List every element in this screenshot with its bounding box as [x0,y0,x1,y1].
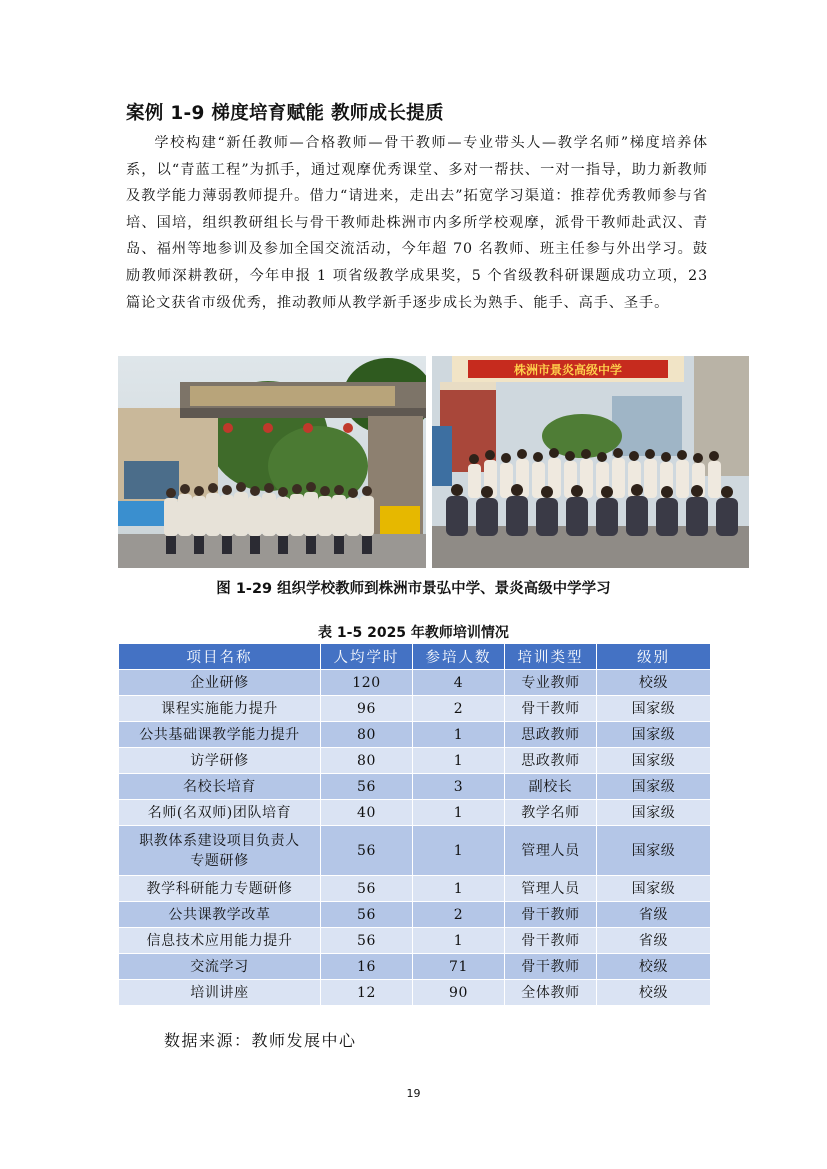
cell-count: 1 [413,800,505,826]
cell-level: 校级 [597,980,711,1006]
table-row [119,722,711,748]
cell-project [119,826,321,876]
cell-hours: 12 [321,980,413,1006]
cell-level: 省级 [597,928,711,954]
cell-count: 2 [413,902,505,928]
cell-project-line-1: 职教体系建设项目负责人 [139,832,300,849]
school-sign-text: 株洲市景炎高级中学 [513,363,623,377]
cell-project: 信息技术应用能力提升 [119,928,321,954]
cell-type: 管理人员 [505,826,597,876]
data-source-note: 数据来源：教师发展中心 [164,1031,357,1050]
header-training-type: 培训类型 [505,644,597,670]
cell-type: 骨干教师 [505,902,597,928]
cell-project: 名师(名双师)团队培育 [119,800,321,826]
cell-project: 课程实施能力提升 [119,696,321,722]
table-row [119,696,711,722]
cell-count: 1 [413,748,505,774]
cell-hours: 16 [321,954,413,980]
cell-count: 1 [413,876,505,902]
header-project-name: 项目名称 [119,644,321,670]
header-level: 级别 [597,644,711,670]
table-row [119,902,711,928]
figure-caption: 图 1-29 组织学校教师到株洲市景弘中学、景炎高级中学学习 [216,581,611,597]
cell-project: 名校长培育 [119,774,321,800]
cell-type: 思政教师 [505,722,597,748]
cell-count: 1 [413,928,505,954]
cell-level: 国家级 [597,696,711,722]
case-title: 案例 1-9 梯度培育赋能 教师成长提质 [126,103,444,124]
cell-type: 专业教师 [505,670,597,696]
cell-hours: 56 [321,826,413,876]
cell-level: 国家级 [597,800,711,826]
cell-type: 副校长 [505,774,597,800]
cell-level: 国家级 [597,748,711,774]
cell-level: 校级 [597,670,711,696]
training-table [118,643,711,1006]
table-caption: 表 1-5 2025 年教师培训情况 [318,625,509,641]
cell-count: 71 [413,954,505,980]
cell-hours: 56 [321,876,413,902]
cell-project: 公共基础课教学能力提升 [119,722,321,748]
cell-hours: 56 [321,774,413,800]
table-row [119,928,711,954]
cell-project-line-2: 专题研修 [190,852,249,869]
cell-project: 企业研修 [119,670,321,696]
cell-level: 省级 [597,902,711,928]
cell-count: 2 [413,696,505,722]
table-row [119,800,711,826]
photo-highschool-group [432,356,749,568]
header-participants: 参培人数 [413,644,505,670]
table-header-row [119,644,711,670]
cell-hours: 56 [321,928,413,954]
cell-type: 全体教师 [505,980,597,1006]
photo-gate-group [118,356,426,568]
cell-type: 骨干教师 [505,954,597,980]
page-number: 19 [406,1087,421,1100]
cell-project: 访学研修 [119,748,321,774]
cell-project: 培训讲座 [119,980,321,1006]
cell-count: 1 [413,826,505,876]
cell-level: 国家级 [597,876,711,902]
cell-type: 教学名师 [505,800,597,826]
table-row [119,748,711,774]
table-row [119,876,711,902]
cell-hours: 96 [321,696,413,722]
cell-level: 国家级 [597,722,711,748]
cell-hours: 56 [321,902,413,928]
case-paragraph: 学校构建“新任教师—合格教师—骨干教师—专业带头人—教学名师”梯度培养体系，以“青蓝工程”为抓手，通过观摩优秀课堂、多对一帮扶、一对一指导，助力新教师及教学能力薄弱教师提升。借力“请进来，走出去”拓宽学习渠道：推荐优秀教师参与省培、国培，组织教研组长与骨干教师赴株洲市内多所学校观摩，派骨干教师赴武汉、青岛、福州等地参训及参加全国交流活动，今年超 70 名教师、班主任参与外出学习。鼓励教师深耕教研，今年申报 1 项省级教学成果奖，5 个省级教科研课题成功立项，23 篇论文获省市级优秀，推动教师从教学新手逐步成长为熟手、能手、高手、圣手。 [126,135,708,311]
table-row [119,826,711,876]
cell-hours: 80 [321,722,413,748]
cell-count: 90 [413,980,505,1006]
cell-project: 交流学习 [119,954,321,980]
cell-type: 骨干教师 [505,928,597,954]
cell-count: 3 [413,774,505,800]
cell-type: 管理人员 [505,876,597,902]
cell-level: 国家级 [597,826,711,876]
cell-type: 骨干教师 [505,696,597,722]
table-row [119,774,711,800]
cell-level: 国家级 [597,774,711,800]
table-row [119,954,711,980]
cell-type: 思政教师 [505,748,597,774]
table-row [119,980,711,1006]
cell-count: 1 [413,722,505,748]
header-avg-hours: 人均学时 [321,644,413,670]
cell-hours: 80 [321,748,413,774]
cell-count: 4 [413,670,505,696]
cell-project: 公共课教学改革 [119,902,321,928]
table-row [119,670,711,696]
cell-hours: 40 [321,800,413,826]
cell-level: 校级 [597,954,711,980]
cell-hours: 120 [321,670,413,696]
cell-project: 教学科研能力专题研修 [119,876,321,902]
